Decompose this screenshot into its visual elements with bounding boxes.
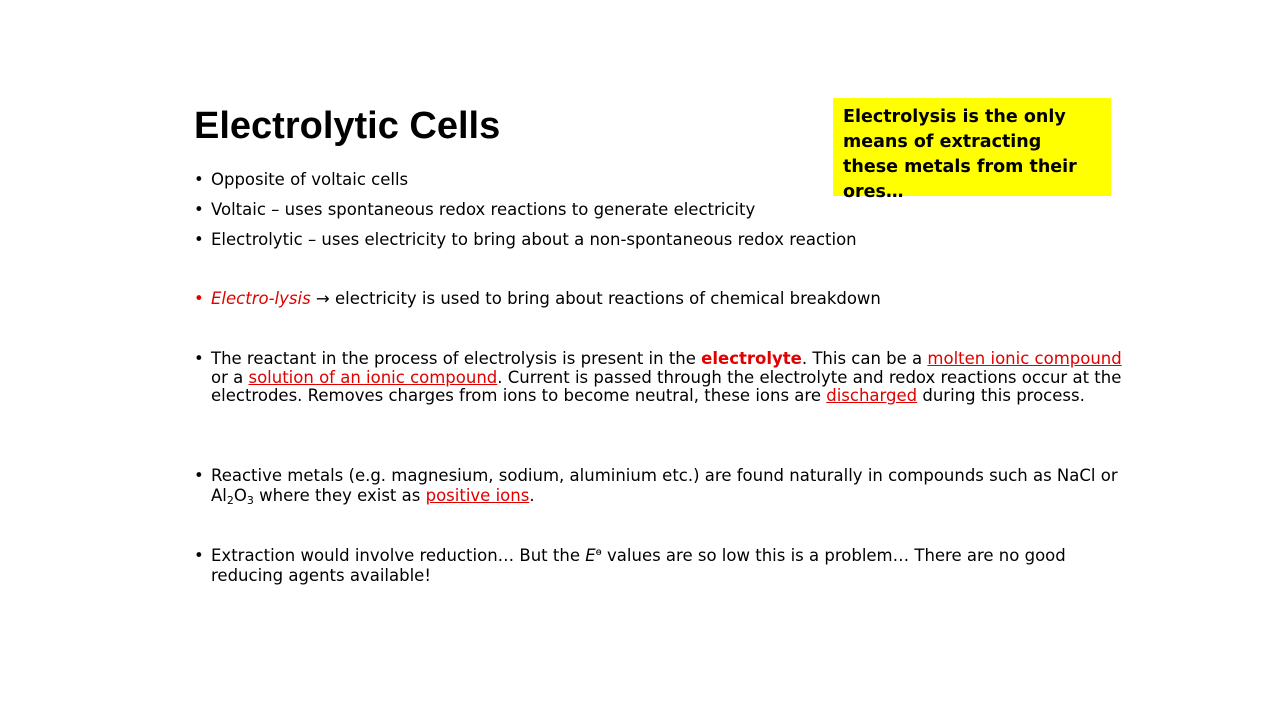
keyword-electrolyte: electrolyte xyxy=(701,349,802,368)
bullet-item-6 xyxy=(194,466,1124,506)
bullet-text: or a xyxy=(211,367,249,387)
bullet-text: . This can be a xyxy=(801,349,928,368)
bullet-text: O xyxy=(233,486,247,505)
keyword-solution-ionic-compound: solution of an ionic compound xyxy=(248,367,498,387)
bullet-text: Electrolytic – uses electricity to bring about a non-spontaneous redox reaction xyxy=(211,230,857,249)
slide-title: Electrolytic Cells xyxy=(194,105,501,147)
superscript: ɵ xyxy=(595,547,602,558)
bullet-item-5 xyxy=(194,350,1124,406)
bullet-text: during this process. xyxy=(917,386,1085,405)
bullet-text: Reactive metals (e.g. magnesium, sodium, aluminium etc.) are found naturally in compounds such as NaCl or Al xyxy=(211,466,1118,505)
bullet-item-3 xyxy=(194,230,1124,250)
bullet-text: Extraction would involve reduction… But the xyxy=(211,546,586,565)
symbol-e: E xyxy=(585,546,596,565)
bullet-text: Opposite of voltaic cells xyxy=(211,170,409,189)
bullet-text: Voltaic – uses spontaneous redox reactions to generate electricity xyxy=(211,200,756,219)
bullet-text: where they exist as xyxy=(253,486,426,505)
bullet-text: . xyxy=(529,486,535,505)
keyword-positive-ions: positive ions xyxy=(425,486,530,505)
bullet-item-1 xyxy=(194,170,1124,190)
bullet-text: electricity is used to bring about reactions of chemical breakdown xyxy=(329,289,881,308)
bullet-item-4 xyxy=(194,289,1124,309)
subscript: 2 xyxy=(226,494,234,507)
arrow-icon: → xyxy=(315,289,330,308)
term-electrolysis: Electro-lysis xyxy=(211,289,311,308)
keyword-molten-ionic-compound: molten ionic compound xyxy=(927,349,1122,368)
subscript: 3 xyxy=(246,494,254,507)
callout-box: Electrolysis is the only means of extracting these metals from their ores… xyxy=(833,98,1111,196)
keyword-discharged: discharged xyxy=(826,386,918,405)
bullet-item-2 xyxy=(194,200,1124,220)
bullet-item-7 xyxy=(194,546,1124,586)
bullet-text: The reactant in the process of electrolysis is present in the xyxy=(211,349,702,368)
bullet-text: values are so low this is a problem… There are no good reducing agents available! xyxy=(211,546,1066,585)
bullet-text: . Current is passed through the electrolyte and redox reactions occur at the electrodes. Removes charges from ions to become neutral, these ions are xyxy=(211,367,1122,405)
